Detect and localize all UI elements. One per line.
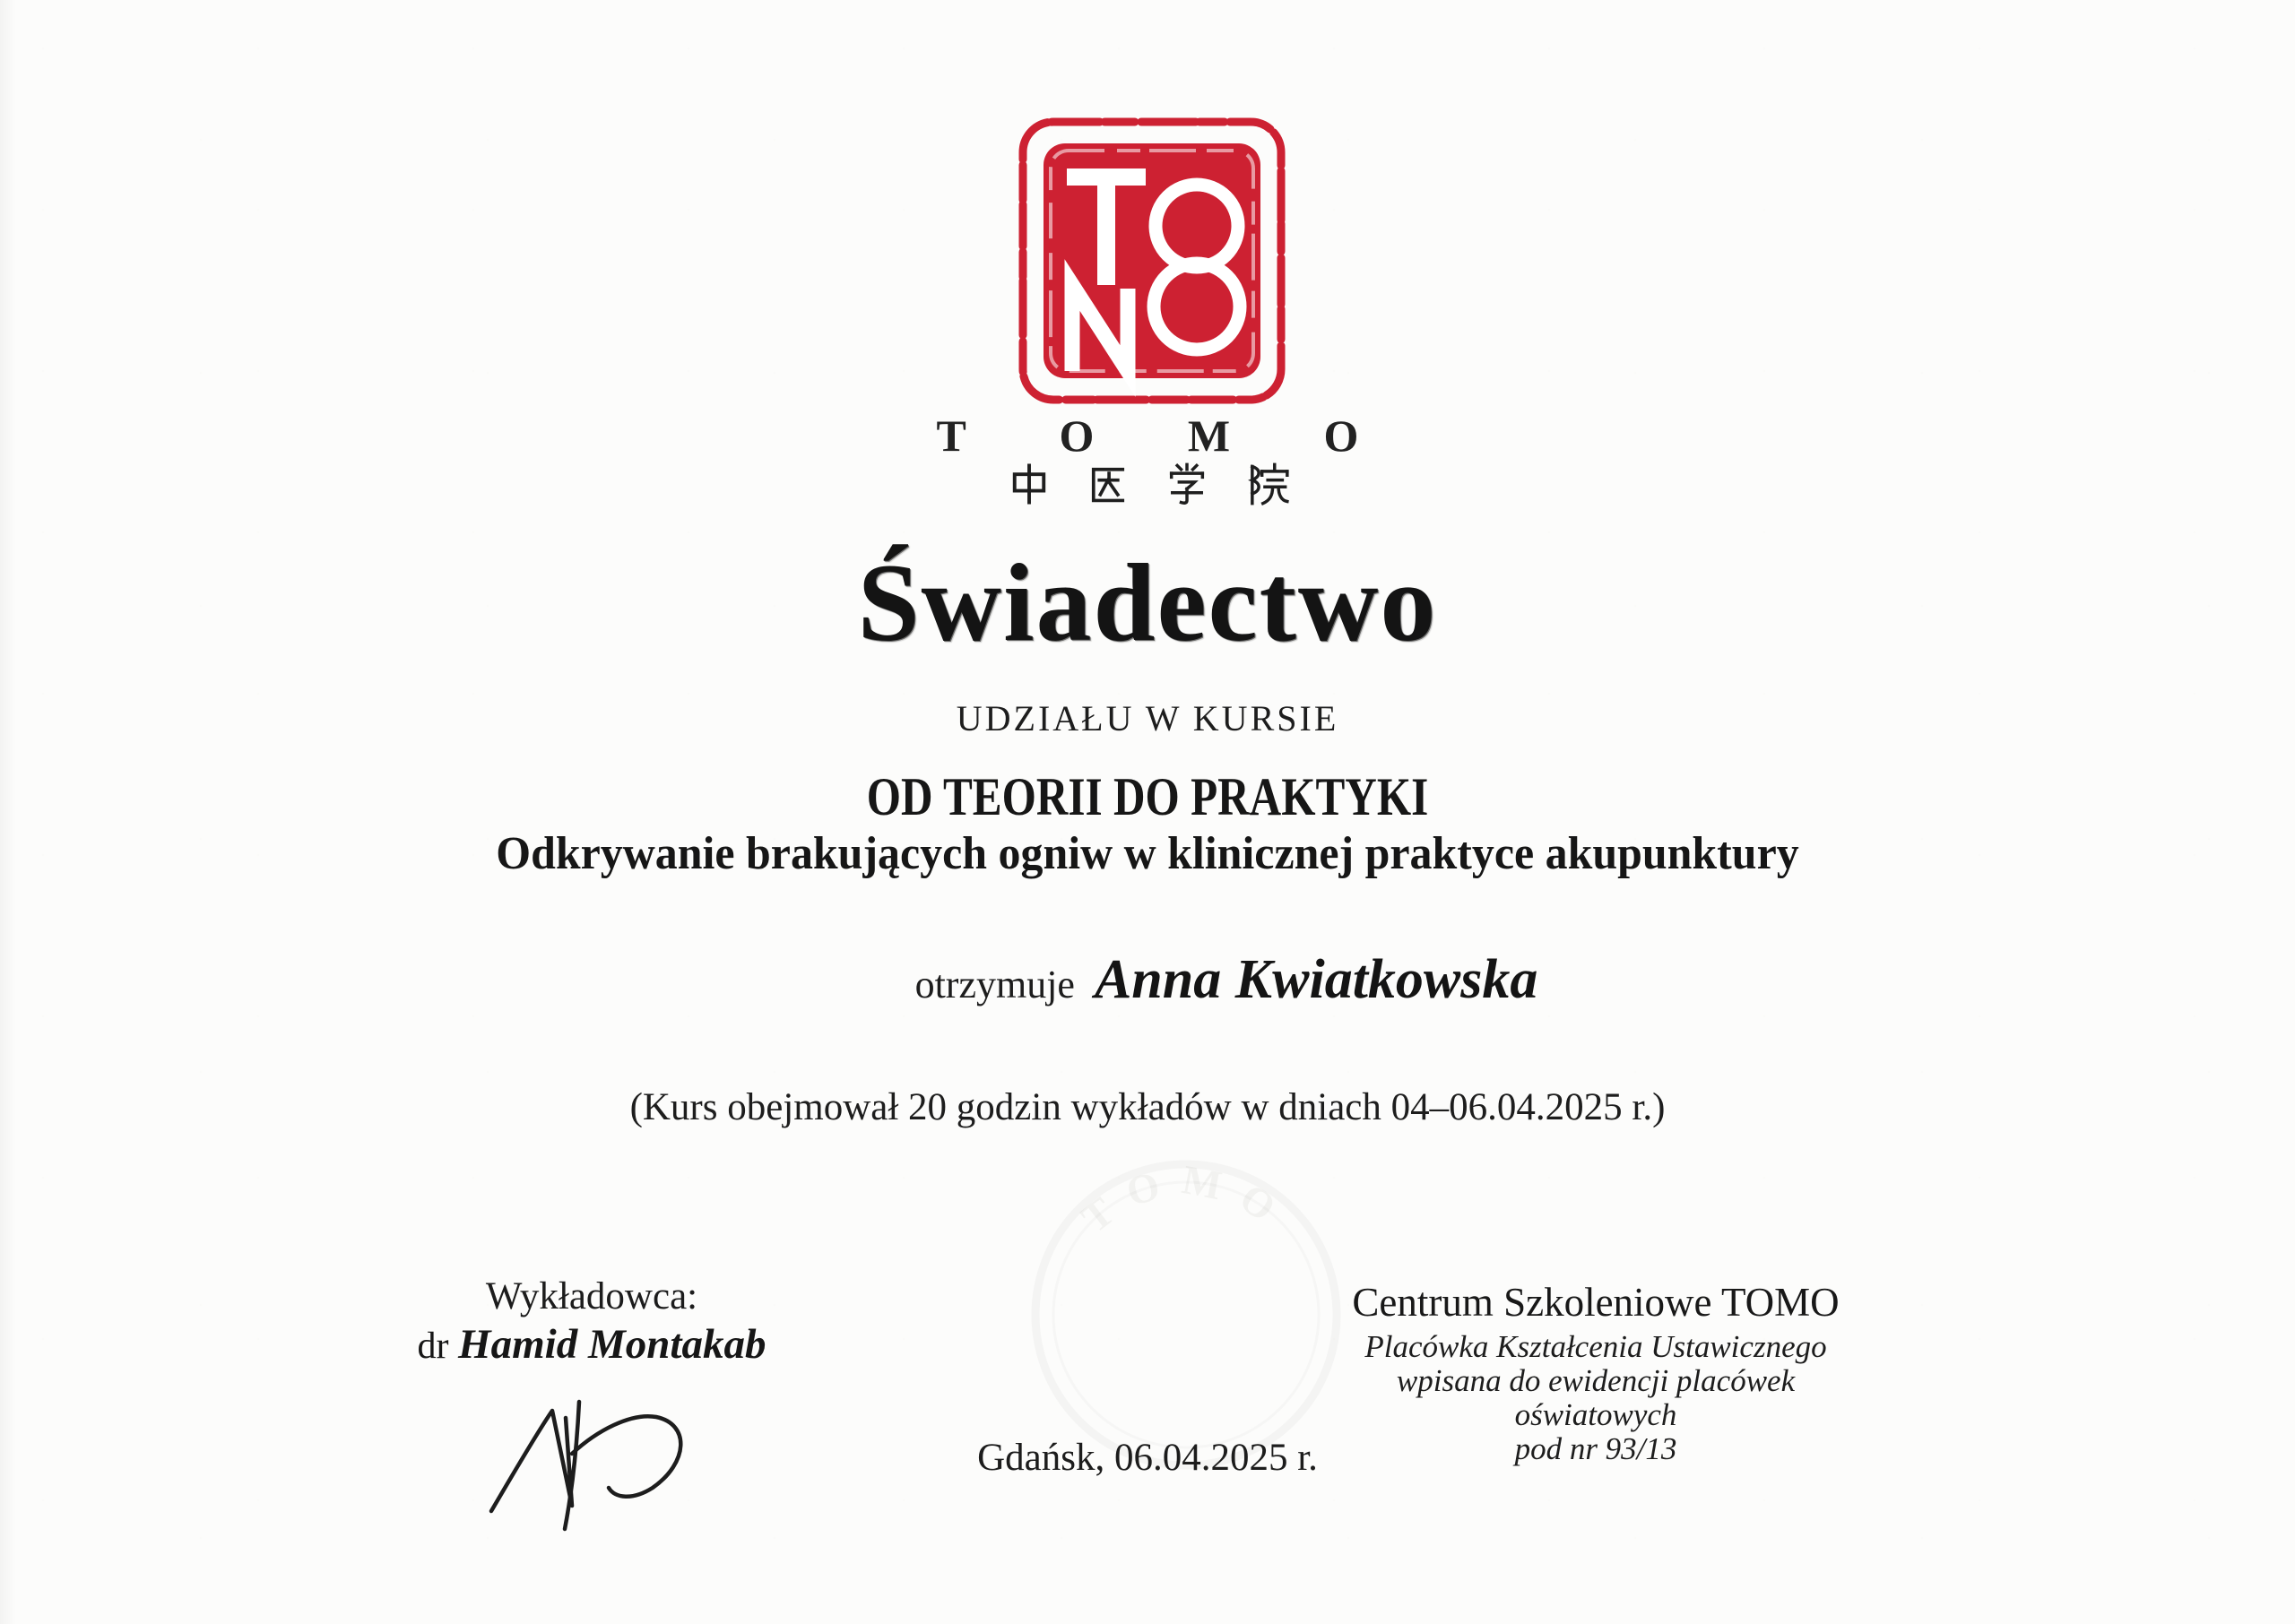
course-heading-text: OD TEORII DO PRAKTYKI: [866, 767, 1429, 826]
lecturer-name-line: [377, 1319, 807, 1371]
lecturer-label: Wykładowca:: [485, 1275, 698, 1317]
issuer-line3: wpisana do ewidencji placówek oświatowych: [1396, 1363, 1796, 1432]
issuer-line2: Placówka Kształcenia Ustawicznego: [1364, 1329, 1827, 1364]
issuer-name: Centrum Szkoleniowe TOMO: [1352, 1280, 1840, 1325]
course-duration-note-text: (Kurs obejmował 20 godzin wykładów w dniach 04–06.04.2025 r.): [629, 1086, 1666, 1128]
cjk-school-name: [0, 461, 2295, 511]
place-date-line: [0, 1436, 2295, 1480]
tomo-seal-logo-icon: [1017, 113, 1287, 412]
svg-text:TOMO: TOMO: [1072, 1156, 1299, 1241]
recipient-name: Anna Kwiatkowska: [1094, 949, 1538, 1010]
tomo-wordmark-text: T O M O: [936, 410, 1400, 461]
course-subheading-text: Odkrywanie brakujących ogniw w klinicznej praktyce akupunktury: [496, 828, 1799, 879]
certificate-subtitle-text: UDZIAŁU W KURSIE: [956, 698, 1339, 739]
lecturer-name: Hamid Montakab: [458, 1321, 766, 1368]
certificate-title: [0, 536, 2295, 670]
tomo-wordmark: [0, 410, 2295, 461]
cjk-character-zhong-icon: [1006, 461, 1052, 507]
course-subheading: [0, 826, 2295, 882]
course-heading: [0, 767, 2295, 826]
certificate-subtitle: [0, 697, 2295, 740]
recipient-line: [79, 948, 2295, 1012]
place-date-text: Gdańsk, 06.04.2025 r.: [977, 1437, 1318, 1479]
cjk-character-xue-icon: [1164, 461, 1210, 507]
course-duration-note: [0, 1084, 2295, 1131]
recipient-label: otrzymuje: [914, 963, 1075, 1006]
cjk-character-yuan-icon: [1243, 461, 1289, 507]
lecturer-title-prefix: dr: [417, 1326, 449, 1367]
issuer-line4: pod nr 93/13: [1514, 1431, 1677, 1466]
certificate-title-text: Świadectwo: [857, 541, 1438, 664]
cjk-character-yi-icon: [1085, 461, 1131, 507]
lecturer-block: [377, 1274, 807, 1371]
